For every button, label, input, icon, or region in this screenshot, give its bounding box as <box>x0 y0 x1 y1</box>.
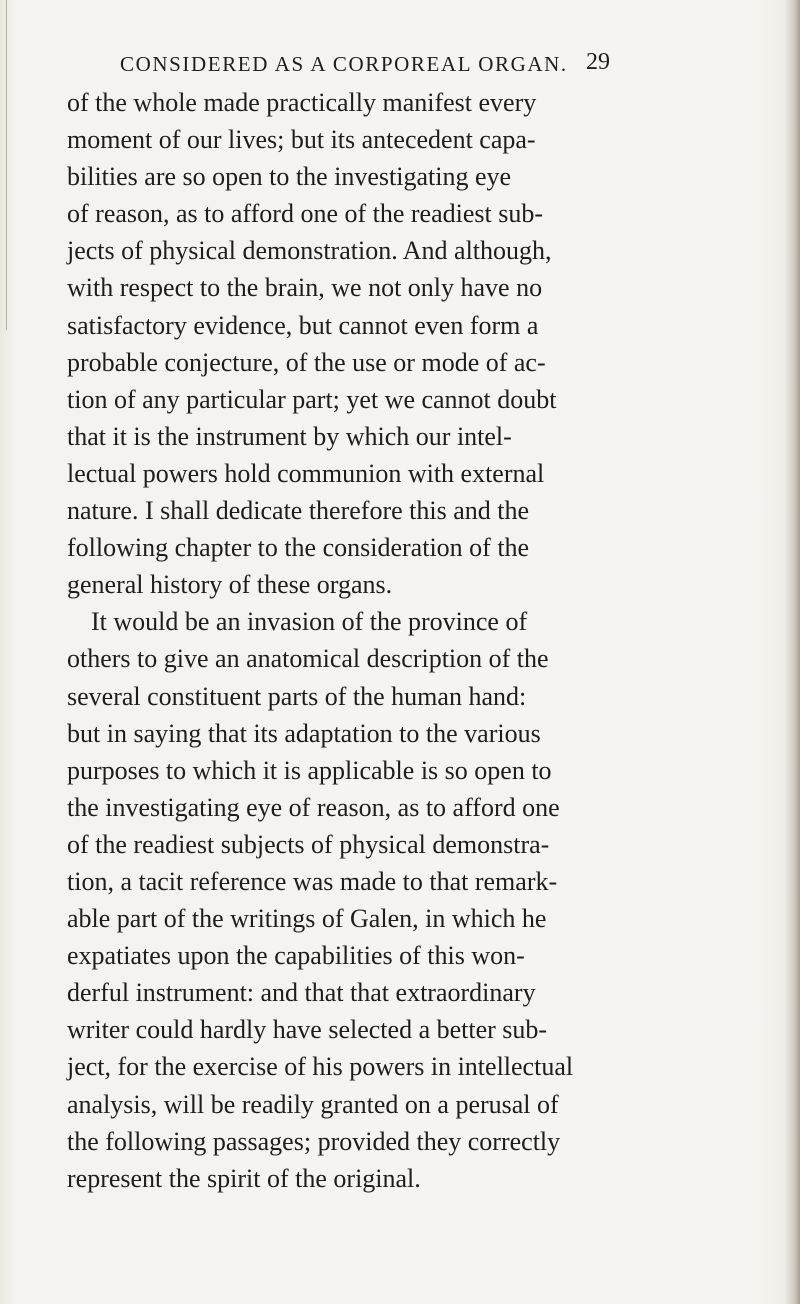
text-line: following chapter to the consideration of the <box>67 533 530 563</box>
text-line: tion, a tacit reference was made to that remark- <box>67 866 558 896</box>
page-edge-shadow <box>786 0 800 1304</box>
text-line: jects of physical demonstration. And although, <box>67 236 552 266</box>
text-line: expatiates upon the capabilities of this won- <box>67 941 525 971</box>
paragraph-start-line: It would be an invasion of the province of <box>91 607 528 637</box>
text-line: ject, for the exercise of his powers in intellectual <box>67 1052 574 1082</box>
running-head: CONSIDERED AS A CORPOREAL ORGAN. <box>120 52 568 76</box>
text-line: analysis, will be readily granted on a perusal of <box>67 1089 559 1119</box>
text-line: that it is the instrument by which our intel- <box>67 421 512 451</box>
text-line: lectual powers hold communion with external <box>67 458 545 488</box>
text-line: probable conjecture, of the use or mode of ac- <box>67 347 546 377</box>
text-line: several constituent parts of the human hand: <box>67 681 527 711</box>
gutter-shadow-line <box>6 0 7 330</box>
text-line: but in saying that its adaptation to the various <box>67 718 541 748</box>
text-line: the following passages; provided they correctly <box>67 1126 561 1156</box>
text-line: nature. I shall dedicate therefore this and the <box>67 496 530 526</box>
text-line: bilities are so open to the investigating eye <box>67 162 512 192</box>
text-line: represent the spirit of the original. <box>67 1163 421 1193</box>
text-line: purposes to which it is applicable is so open to <box>67 755 552 785</box>
page-number: 29 <box>586 49 610 75</box>
page-header <box>120 49 640 82</box>
text-line: of reason, as to afford one of the readiest sub- <box>67 199 544 229</box>
text-line: of the whole made practically manifest every <box>67 88 537 117</box>
body-text <box>67 84 627 1197</box>
text-line: writer could hardly have selected a better sub- <box>67 1015 548 1045</box>
text-line: of the readiest subjects of physical demonstra- <box>67 829 550 859</box>
text-line: satisfactory evidence, but cannot even form a <box>67 310 539 340</box>
text-line: moment of our lives; but its antecedent capa- <box>67 125 536 155</box>
text-line: derful instrument: and that that extraordinary <box>67 978 536 1008</box>
text-line: tion of any particular part; yet we cannot doubt <box>67 384 557 414</box>
text-line: able part of the writings of Galen, in which he <box>67 904 547 934</box>
text-line: with respect to the brain, we not only have no <box>67 273 543 303</box>
text-line: the investigating eye of reason, as to afford one <box>67 792 560 822</box>
text-line: general history of these organs. <box>67 570 393 600</box>
text-line: others to give an anatomical description of the <box>67 644 549 674</box>
